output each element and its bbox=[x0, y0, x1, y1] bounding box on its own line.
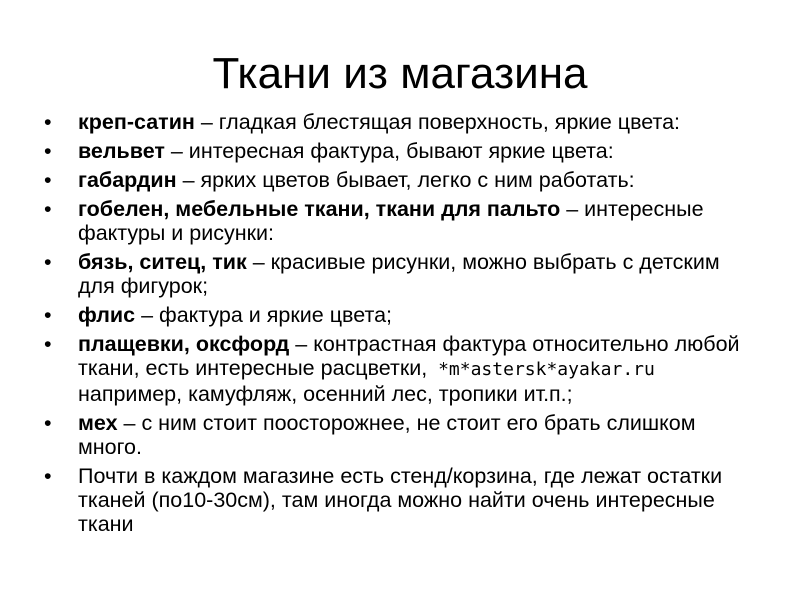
item-text: – красивые рисунки, можно выбрать с детским для фигурок; bbox=[78, 250, 720, 298]
bullet-icon: • bbox=[44, 250, 52, 274]
slide-title: Ткани из магазина bbox=[212, 49, 588, 98]
item-term: бязь, ситец, тик bbox=[78, 250, 247, 274]
list-item bbox=[40, 332, 760, 406]
list-item bbox=[40, 411, 760, 459]
list-item bbox=[40, 250, 760, 298]
list-item bbox=[40, 168, 760, 192]
bullet-icon: • bbox=[44, 332, 52, 356]
item-term: плащевки, оксфорд bbox=[78, 332, 290, 356]
item-text: – контрастная фактура относительно любой ткани, есть интересные расцветки, bbox=[78, 332, 740, 380]
list-item bbox=[40, 464, 760, 536]
item-term: мех bbox=[78, 411, 118, 435]
item-text-after: например, камуфляж, осенний лес, тропики ит.п.; bbox=[78, 382, 573, 406]
bullet-icon: • bbox=[44, 110, 52, 134]
bullet-icon: • bbox=[44, 168, 52, 192]
item-term: габардин bbox=[78, 168, 177, 192]
bullet-icon: • bbox=[44, 411, 52, 435]
item-term: флис bbox=[78, 303, 136, 327]
list-item bbox=[40, 197, 760, 245]
item-text: Почти в каждом магазине есть стенд/корзина, где лежат остатки тканей (по10-30см), там иногда можно найти очень интересные ткани bbox=[78, 464, 723, 536]
bullet-icon: • bbox=[44, 139, 52, 163]
list-item bbox=[40, 303, 760, 327]
item-term: креп-сатин bbox=[78, 110, 195, 134]
bullet-icon: • bbox=[44, 197, 52, 221]
item-text: – ярких цветов бывает, легко с ним работать: bbox=[176, 168, 635, 192]
item-term: вельвет bbox=[78, 139, 165, 163]
item-text: – интересные фактуры и рисунки: bbox=[78, 197, 704, 245]
item-text: – с ним стоит поосторожнее, не стоит его брать слишком много. bbox=[78, 411, 696, 459]
item-text: – фактура и яркие цвета; bbox=[135, 303, 392, 327]
bullet-icon: • bbox=[44, 464, 52, 488]
item-term: гобелен, мебельные ткани, ткани для пальто bbox=[78, 197, 561, 221]
watermark-text: *m*astersk*ayakar.ru bbox=[427, 359, 655, 380]
bullet-list bbox=[40, 110, 760, 541]
bullet-icon: • bbox=[44, 303, 52, 327]
item-text: – гладкая блестящая поверхность, яркие цвета: bbox=[194, 110, 681, 134]
item-text: – интересная фактура, бывают яркие цвета: bbox=[164, 139, 614, 163]
list-item bbox=[40, 110, 760, 134]
list-item bbox=[40, 139, 760, 163]
